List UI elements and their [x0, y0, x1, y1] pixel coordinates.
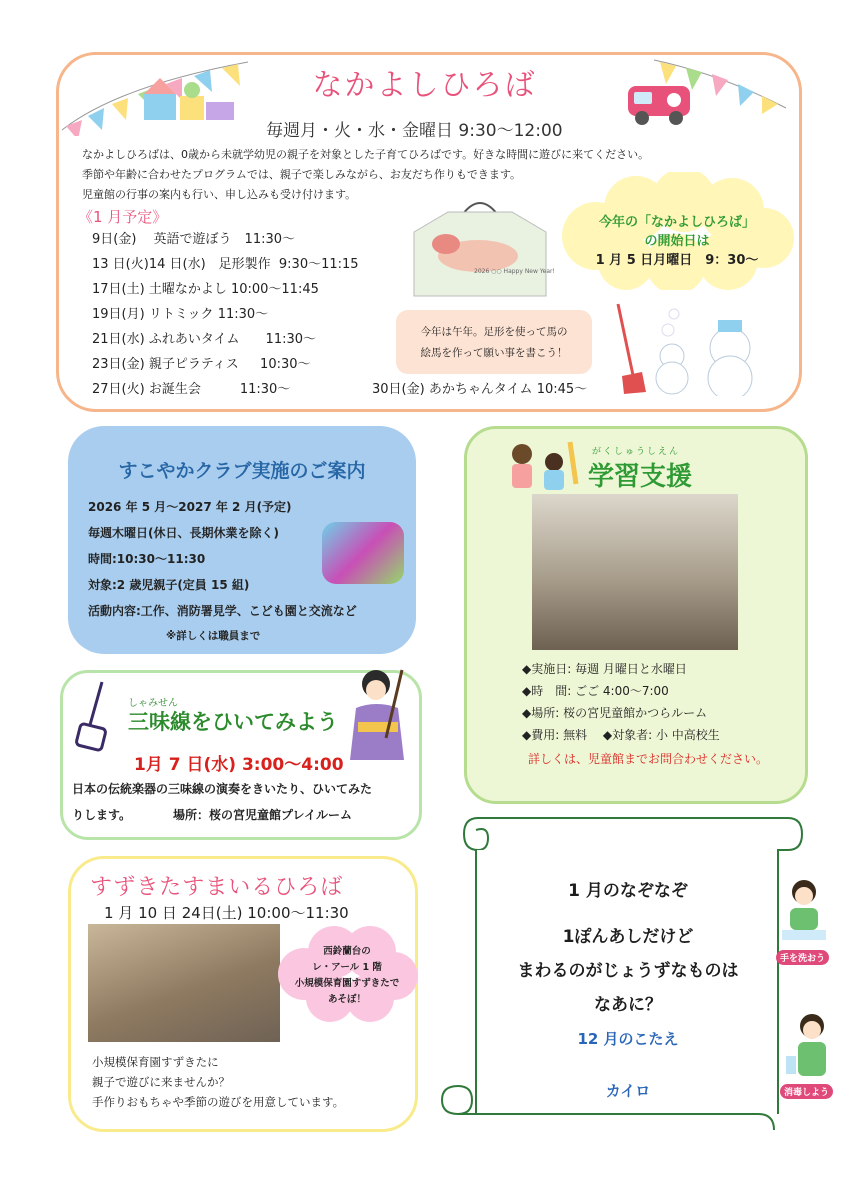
gakushu-info: ◆場所: 桜の宮児童館かつらルーム [522, 706, 708, 720]
suzuki-cloud-text [282, 944, 412, 1008]
playroom-photo [88, 924, 280, 1042]
ema-caption-line-1: 今年は午年。足形を使って馬の [420, 326, 568, 338]
cloud-line-1: 今年の「なかよしひろば」 [598, 215, 755, 230]
ema-caption-line-2: 絵馬を作って願い事を書こう！ [420, 347, 568, 359]
nakayoshi-desc-3: 児童館の行事の案内も行い、申し込みも受け付けます。 [82, 188, 357, 201]
shamisen-desc-2: りします。 場所：桜の宮児童館プレイルーム [72, 808, 352, 822]
nakayoshi-desc-1: なかよしひろばは、0歳から未就学幼児の親子を対象とした子育てひろばです。好きな時間に遊びに来てください。 [82, 148, 650, 161]
nakayoshi-desc-2: 季節や年齢に合わせたプログラムでは、親子で楽しみながら、お友だち作りもできます。 [82, 168, 522, 181]
sukoyaka-line: 時間:10:30～11:30 [88, 552, 206, 566]
event-item: 27日(火) お誕生会 11:30～ [92, 382, 291, 397]
shamisen-ruby: しゃみせん [128, 698, 178, 709]
sukoyaka-title: すこやかクラブ実施のご案内 [118, 460, 366, 482]
event-item: 19日(月) リトミック 11:30～ [92, 307, 269, 322]
handwash-icon [776, 876, 832, 946]
event-item: 23日(金) 親子ピラティス 10:30～ [92, 357, 311, 372]
suzuki-desc-3: 手作りおもちゃや季節の遊びを用意しています。 [92, 1095, 345, 1109]
gakushu-info: ◆費用: 無料 ◆対象者: 小 中高校生 [522, 728, 720, 742]
cloud-line-3: 1 月 5 日月曜日 9：30～ [595, 253, 759, 268]
sukoyaka-line: 対象:2 歳児親子(定員 15 組) [88, 578, 250, 592]
gakushu-title: 学習支援 [588, 462, 693, 492]
classroom-photo [532, 494, 738, 650]
suzuki-cloud-line: あそぼ！ [327, 994, 366, 1005]
riddle-line: まわるのがじょうずなものは [517, 961, 739, 981]
shamisen-date: 1月 7 日(水) 3:00～4:00 [134, 755, 344, 775]
disinfect-label: 消毒しよう [780, 1084, 833, 1099]
january-heading: 《1 月予定》 [78, 208, 168, 226]
event-item: 17日(土) 土曜なかよし 10:00～11:45 [92, 282, 319, 297]
gakushu-note: 詳しくは、児童館までお問合わせください。 [528, 752, 769, 766]
toy-truck-icon [624, 76, 696, 128]
kids-pencil-icon [504, 440, 580, 494]
gakushu-info: ◆時 間: ごご 4:00～7:00 [522, 684, 669, 698]
gakushu-ruby: がくしゅうしえん [592, 447, 681, 457]
riddle-title: 1 月のなぞなぞ [568, 881, 688, 901]
suzuki-cloud-line: 小規模保育園すずきたで [294, 978, 400, 989]
suzuki-title: すずきたすまいるひろば [90, 875, 344, 900]
event-item: 13 日(火)14 日(水) 足形製作 9:30～11:15 [92, 257, 359, 272]
answer-title: 12 月のこたえ [577, 1030, 679, 1048]
event-item: 21日(水) ふれあいタイム 11:30～ [92, 332, 317, 347]
sukoyaka-line: 毎週木曜日(休日、長期休業を除く) [88, 526, 279, 540]
riddle-line: 1ぽんあしだけど [562, 927, 694, 947]
handwash-label: 手を洗おう [776, 950, 829, 965]
disinfect-icon [784, 1010, 836, 1082]
suzuki-date: 1 月 10 日 24日(土) 10:00～11:30 [104, 904, 349, 922]
suzuki-cloud-line: レ・アール 1 階 [312, 962, 382, 973]
ema-plaque-icon [408, 192, 552, 300]
answer-value: カイロ [605, 1082, 651, 1100]
suzuki-desc-1: 小規模保育園すずきたに [92, 1055, 219, 1069]
nakayoshi-schedule: 毎週月・火・水・金曜日 9:30～12:00 [266, 121, 563, 141]
shamisen-desc-1: 日本の伝統楽器の三味線の演奏をきいたり、ひいてみた [72, 782, 373, 796]
event-item-extra: 30日(金) あかちゃんタイム 10:45～ [372, 382, 588, 397]
nakayoshi-title: なかよしひろば [312, 68, 537, 103]
event-item: 9日(金) 英語で遊ぼう 11:30～ [92, 232, 296, 247]
suzuki-desc-2: 親子で遊びに来ませんか？ [92, 1075, 230, 1089]
sukoyaka-note: ※詳しくは職員まで [166, 630, 261, 642]
cloud-line-2: の開始日は [644, 234, 710, 249]
snowman-icon [612, 300, 772, 396]
sukoyaka-line: 2026 年 5 月～2027 年 2 月(予定) [88, 500, 292, 514]
kimono-player-icon [342, 664, 412, 764]
ema-caption [400, 322, 588, 364]
riddle-line: なあに？ [594, 995, 662, 1015]
gakushu-info: ◆実施日: 毎週 月曜日と水曜日 [522, 662, 687, 676]
shamisen-title: 三味線をひいてみよう [128, 710, 338, 734]
start-date-text [560, 213, 794, 270]
sukoyaka-line: 活動内容:工作、消防署見学、こども園と交流など [88, 604, 357, 618]
shamisen-icon [72, 680, 112, 752]
suzuki-cloud-line: 西鈴蘭台の [323, 946, 371, 957]
ema-card-text: 2026 ○○ Happy New Year! [474, 268, 555, 275]
parachute-photo [322, 522, 404, 584]
